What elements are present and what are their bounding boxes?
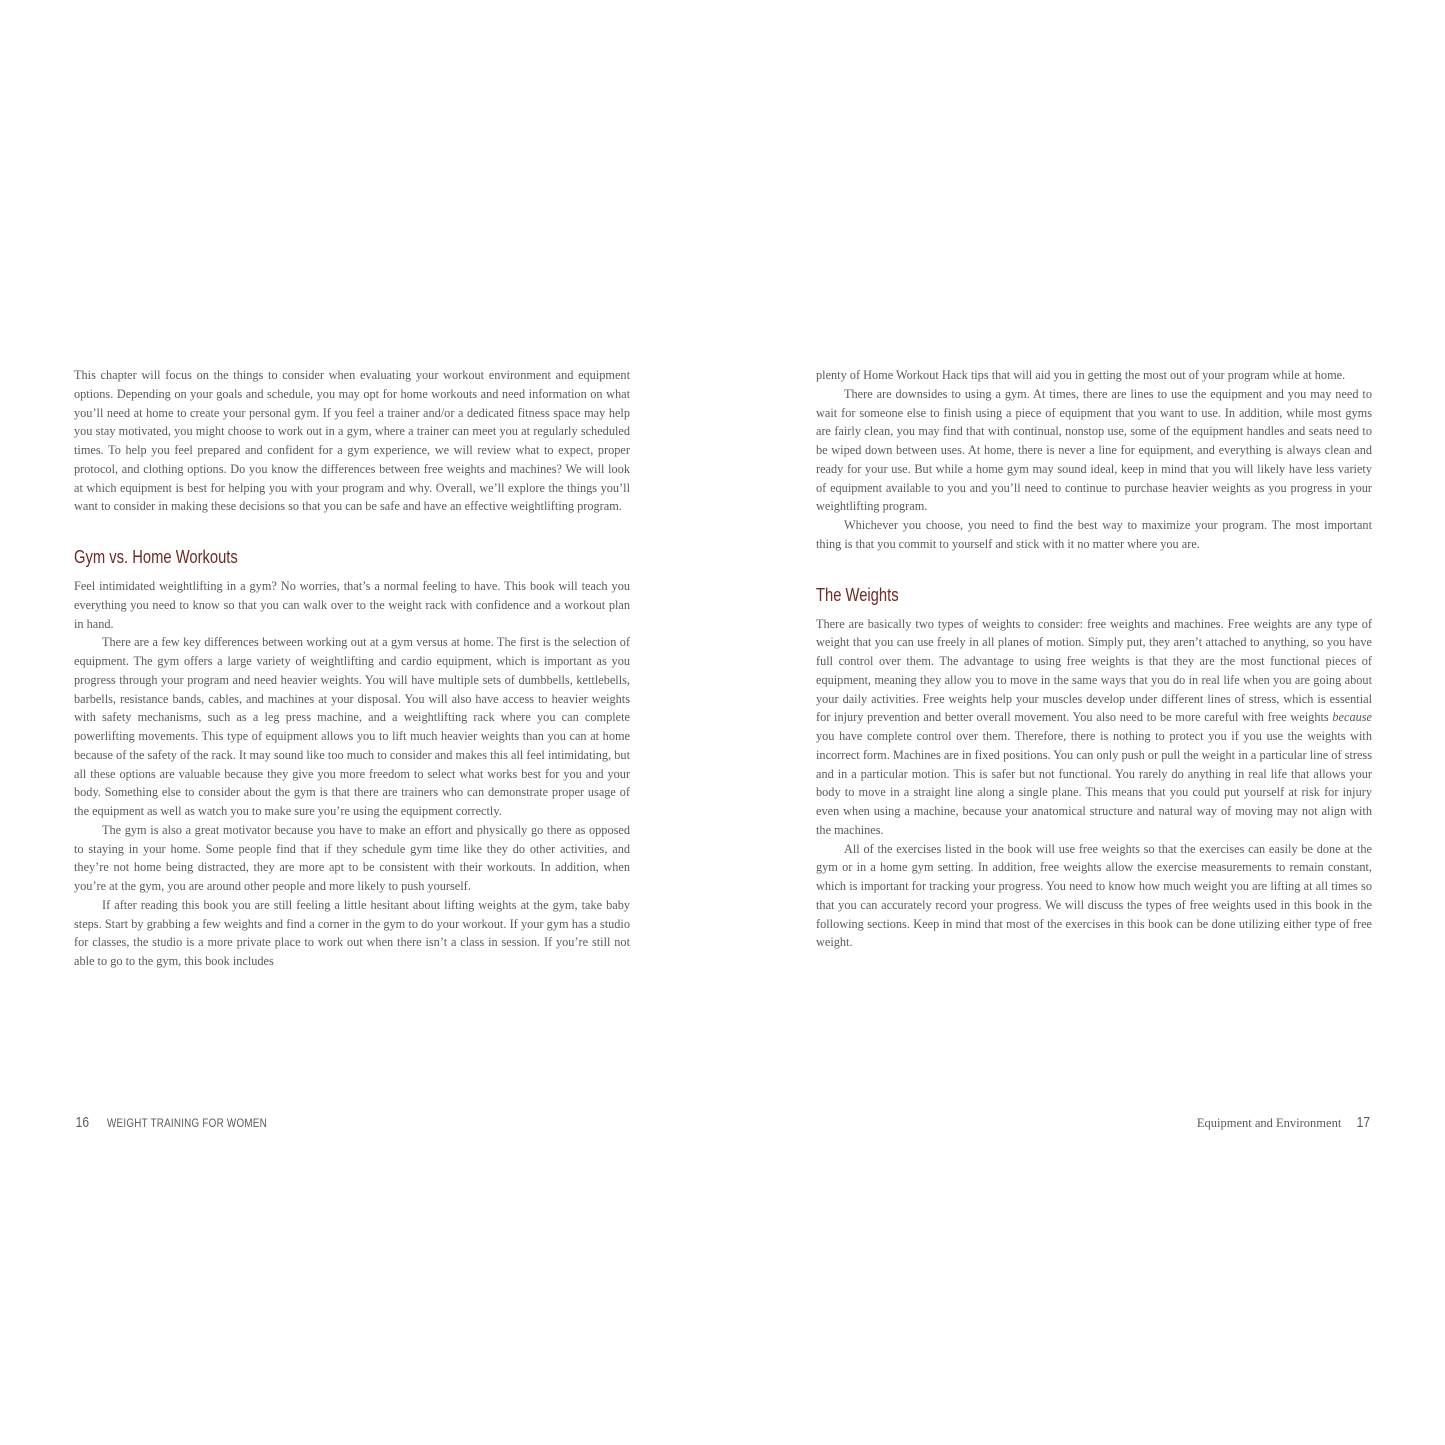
body-paragraph: Whichever you choose, you need to find the best way to maximize your program. The most important thing is that you commit to yourself and stick with it no matter where you are. xyxy=(816,518,1372,551)
page-number-left: 16 xyxy=(75,1114,90,1131)
page-number-right: 17 xyxy=(1356,1114,1371,1131)
body-paragraph: The gym is also a great motivator because you have to make an effort and physically go there as opposed to staying in your home. Some people find that if they schedule gym time like they do other activities, and they’re not home being distracted, they are more apt to be consistent with their workouts. In addition, when you’re at the gym, you are around other people and more likely to push yourself. xyxy=(74,822,630,893)
emphasis-because: because xyxy=(1332,710,1372,725)
text-run: There are basically two types of weights to consider: free weights and machines. Free weights are any type of weight that you can use freely in all planes of motion. Simply put, they aren’t attached to anything, so you have full control over them. The advantage to using free weights is that they are the most functional pieces of equipment, meaning they allow you to move in the same ways that you do in real life when you are going about your daily activities. Free weights help your muscles develop under different lines of stress, which is essential for injury prevention and better overall movement. You also need to be more careful with free weights xyxy=(816,616,1372,725)
left-page xyxy=(74,366,630,971)
body-paragraph: If after reading this book you are still feeling a little hesitant about lifting weights at the gym, take baby steps. Start by grabbing a few weights and find a corner in the gym to do your workout. If your gym has a studio for classes, the studio is a more private place to work out when there isn’t a class in session. If you’re still not able to go to the gym, this book includes xyxy=(74,897,630,968)
intro-paragraph: This chapter will focus on the things to consider when evaluating your workout environment and equipment options. Depending on your goals and schedule, you may opt for home workouts and need information on what you’ll need at home to create your personal gym. If you feel a trainer and/or a dedicated fitness space may help you stay motivated, you might choose to work out in a gym, where a trainer can meet you at regularly scheduled times. To help you feel prepared and confident for a gym experience, we will review what to expect, proper protocol, and clothing options. Do you know the differences between free weights and machines? We will look at which equipment is best for helping you with your program and why. Overall, we’ll explore the things you’ll want to consider in making these decisions so that you can be safe and have an effective weightlifting program. xyxy=(74,368,630,514)
running-head-chapter-title: Equipment and Environment xyxy=(1196,1116,1342,1130)
body-paragraph: plenty of Home Workout Hack tips that will aid you in getting the most out of your program while at home. xyxy=(816,368,1346,382)
right-page xyxy=(816,366,1372,952)
text-run: you have complete control over them. Therefore, there is nothing to protect you if you use the weights with incorrect form. Machines are in fixed positions. You can only push or pull the weight in a particular line of stress and in a particular motion. This is safer but not functional. You rarely do anything in real life that allows your body to move in a straight line along a single plane. This means that you could put yourself at risk for injury even when using a machine, because your anatomical structure and natural way of moving may not align with the machines. xyxy=(816,729,1372,837)
running-head-book-title: WEIGHT TRAINING FOR WOMEN xyxy=(106,1116,267,1130)
body-paragraph: Feel intimidated weightlifting in a gym? No worries, that’s a normal feeling to have. This book will teach you everything you need to know so that you can walk over to the weight rack with confidence and a workout plan in hand. xyxy=(74,579,630,631)
section-heading-the-weights: The Weights xyxy=(816,584,899,605)
body-paragraph-weights xyxy=(816,615,1372,840)
left-footer xyxy=(74,1113,634,1133)
body-paragraph: There are a few key differences between working out at a gym versus at home. The first is the selection of equipment. The gym offers a large variety of weightlifting and cardio equipment, which is important as you progress through your program and need heavier weights. You will have multiple sets of dumbbells, kettlebells, barbells, resistance bands, cables, and machines at your disposal. You will also have access to heavier weights with safety mechanisms, such as a leg press machine, and a weightlifting rack where you can complete powerlifting movements. This type of equipment allows you to lift much heavier weights than you can at home because of the safety of the rack. It may sound like too much to consider and makes this all feel intimidating, but all these options are valuable because they give you more freedom to select what works best for you and your body. Something else to consider about the gym is that there are trainers who can demonstrate proper usage of the equipment as well as watch you to make sure you’re using the equipment correctly. xyxy=(74,635,630,818)
body-paragraph: All of the exercises listed in the book will use free weights so that the exercises can easily be done at the gym or in a home gym setting. In addition, free weights allow the exercise measurements to remain constant, which is important for tracking your progress. You need to know how much weight you are lifting at all times so that you can accurately record your progress. We will discuss the types of free weights used in this book in the following sections. Keep in mind that most of the exercises in this book can be done utilizing either type of free weight. xyxy=(816,841,1372,950)
right-footer xyxy=(1000,1113,1372,1133)
section-heading-gym-vs-home: Gym vs. Home Workouts xyxy=(74,547,238,567)
body-paragraph: There are downsides to using a gym. At times, there are lines to use the equipment and you may need to wait for someone else to finish using a piece of equipment that you want to use. In addition, while most gyms are fairly clean, you may find that with continual, nonstop use, some of the equipment handles and seats need to be wiped down between uses. At home, there is never a line for equipment, and everything is always clean and ready for your use. But while a home gym may sound ideal, keep in mind that you will likely have less variety of equipment available to you and you’ll need to continue to purchase heavier weights as you progress in your weightlifting program. xyxy=(816,386,1372,514)
